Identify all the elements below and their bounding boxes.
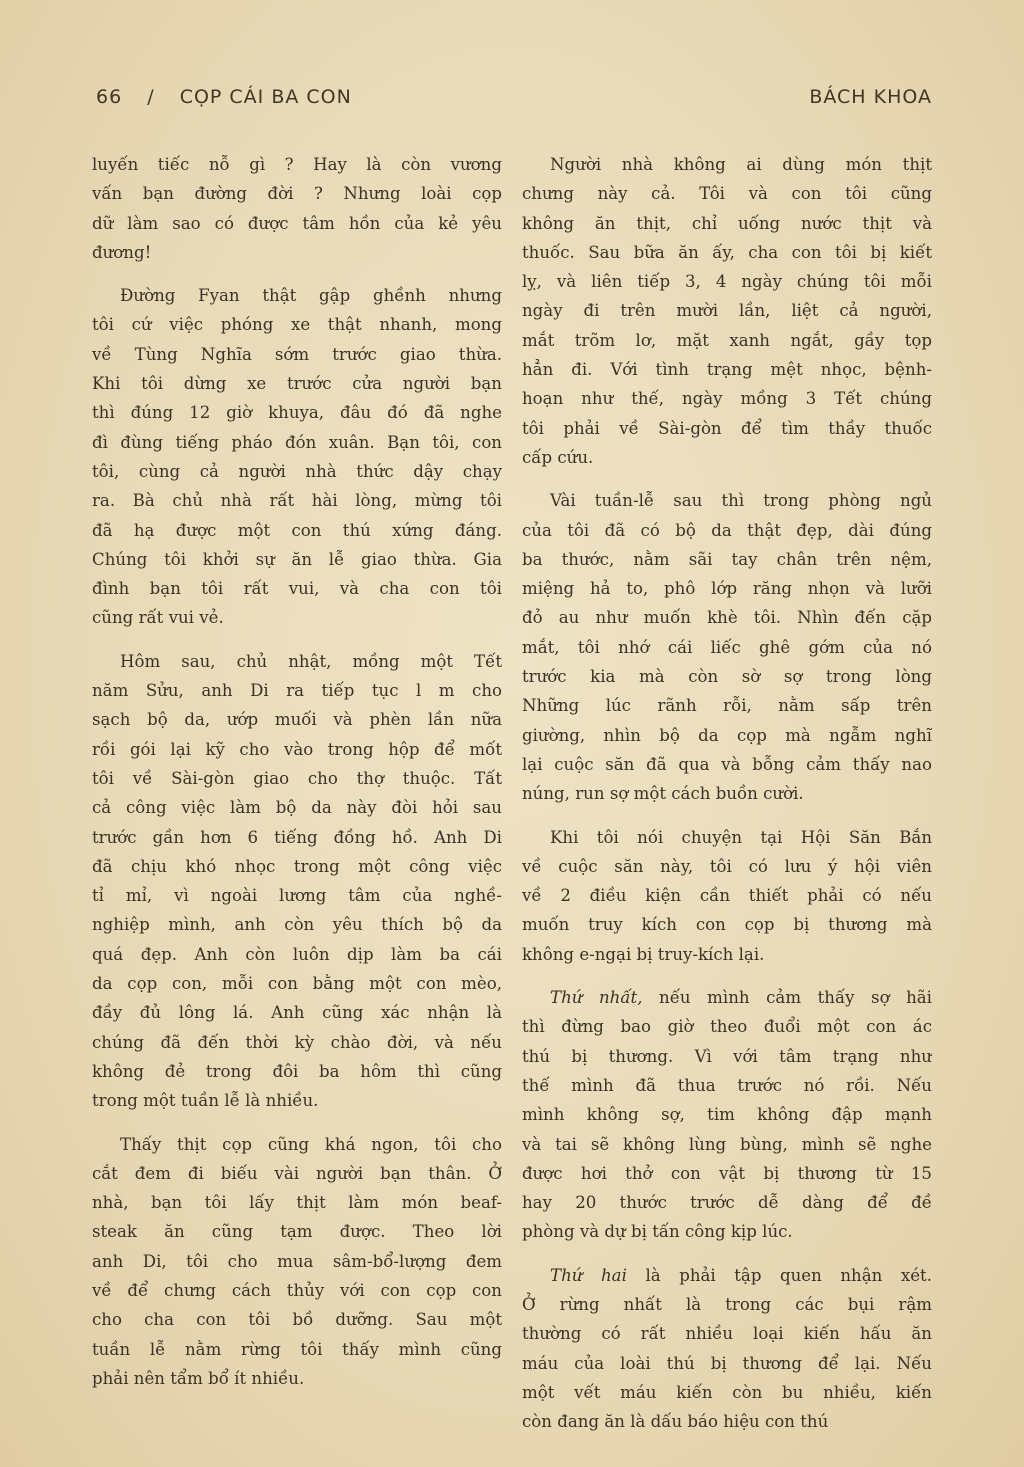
text-line: trước kia mà còn sờ sợ trong lòng xyxy=(522,667,932,687)
text-line: lại cuộc săn đã qua và bỗng cảm thấy nao xyxy=(522,754,932,774)
text-line: mắt, tôi nhớ cái liếc ghê gớm của nó xyxy=(522,637,932,657)
text-line: và tai sẽ không lùng bùng, mình sẽ nghe xyxy=(522,1134,932,1154)
text-line: thế mình đã thua trước nó rồi. Nếu xyxy=(522,1075,932,1095)
right-column xyxy=(522,150,932,1450)
text-line: luyến tiếc nỗ gì ? Hay là còn vương xyxy=(92,155,502,174)
text-line: núng, run sợ một cách buồn cười. xyxy=(522,784,804,804)
text-line: ra. Bà chủ nhà rất hài lòng, mừng tôi xyxy=(92,491,502,511)
text-line: tôi, cùng cả người nhà thức dậy chạy xyxy=(92,461,502,481)
page-header xyxy=(96,86,932,116)
text-line: cho cha con tôi bồ dưỡng. Sau một xyxy=(92,1310,502,1330)
text-line: cắt đem đi biếu vài người bạn thân. Ở xyxy=(92,1163,502,1183)
text-line: cấp cứu. xyxy=(522,447,594,467)
text-line: hay 20 thước trước dễ dàng để đề xyxy=(522,1193,932,1213)
text-line: máu của loài thú bị thương để lại. Nếu xyxy=(522,1353,932,1373)
text-line: thú bị thương. Vì với tâm trạng như xyxy=(522,1046,932,1066)
text-line: phải nên tẩm bổ ít nhiều. xyxy=(92,1368,305,1388)
text-line: chưng này cả. Tôi và con tôi cũng xyxy=(522,184,932,204)
text-line: tôi phải về Sài-gòn để tìm thầy thuốc xyxy=(522,418,932,438)
text-line: đã hạ được một con thú xứng đáng. xyxy=(92,520,502,540)
text-line: không e-ngại bị truy-kích lại. xyxy=(522,944,765,964)
paragraph xyxy=(522,823,932,969)
text-line: năm Sửu, anh Di ra tiếp tục l m cho xyxy=(92,681,502,701)
text-line: quá đẹp. Anh còn luôn dịp làm ba cái xyxy=(92,944,502,964)
left-column xyxy=(92,150,502,1407)
text-line: mắt trõm lơ, mặt xanh ngắt, gầy tọp xyxy=(522,330,932,350)
text-line xyxy=(522,1261,932,1290)
text-line: muốn truy kích con cọp bị thương mà xyxy=(522,915,932,935)
text-line: vấn bạn đường đời ? Nhưng loài cọp xyxy=(92,184,502,204)
header-left xyxy=(96,86,370,108)
text-line: cũng rất vui vẻ. xyxy=(92,608,224,628)
text-line: về cuộc săn này, tôi có lưu ý hội viên xyxy=(522,856,932,876)
text-line: đương! xyxy=(92,242,152,262)
paragraph xyxy=(522,983,932,1247)
paragraph xyxy=(92,150,502,267)
text-line: miệng hả to, phô lớp răng nhọn và lưỡi xyxy=(522,579,932,599)
text-line: về Tùng Nghĩa sớm trước giao thừa. xyxy=(92,344,502,364)
text-line: tuần lễ nằm rừng tôi thấy mình cũng xyxy=(92,1339,502,1359)
text-line: hẳn đi. Với tình trạng mệt nhọc, bệnh- xyxy=(522,360,932,380)
text-line: Khi tôi dừng xe trước cửa người bạn xyxy=(92,374,502,394)
text-line: steak ăn cũng tạm được. Theo lời xyxy=(92,1222,502,1242)
text-line: anh Di, tôi cho mua sâm-bổ-lượng đem xyxy=(92,1251,502,1271)
text-line: Người nhà không ai dùng món thịt xyxy=(550,155,932,174)
text-line: sạch bộ da, ướp muối và phèn lần nữa xyxy=(92,710,502,730)
text-line: rồi gói lại kỹ cho vào trong hộp để mốt xyxy=(92,739,502,759)
text-line: thì đừng bao giờ theo đuổi một con ác xyxy=(522,1017,932,1037)
text-line: đình bạn tôi rất vui, và cha con tôi xyxy=(92,579,502,599)
text-line: về để chưng cách thủy với con cọp con xyxy=(92,1280,502,1300)
paragraph xyxy=(92,281,502,633)
text-line: còn đang ăn là dấu báo hiệu con thú xyxy=(522,1412,829,1432)
text-line: Chúng tôi khởi sự ăn lễ giao thừa. Gia xyxy=(92,549,502,569)
text-line: Khi tôi nói chuyện tại Hội Săn Bắn xyxy=(550,827,932,847)
text-line: đỏ au như muốn khè tôi. Nhìn đến cặp xyxy=(522,608,932,628)
italic-lead: Thứ nhất, xyxy=(550,988,643,1008)
article-title: CỌP CÁI BA CON xyxy=(179,86,352,108)
text-line: nhà, bạn tôi lấy thịt làm món beaf- xyxy=(92,1193,502,1213)
text-line: thường có rất nhiều loại kiến hấu ăn xyxy=(522,1324,932,1344)
italic-lead: Thứ hai xyxy=(550,1265,627,1285)
text-line: đì đùng tiếng pháo đón xuân. Bạn tôi, con xyxy=(92,432,502,452)
text-line: trong một tuần lễ là nhiều. xyxy=(92,1091,319,1111)
text-line: ngày đi trên mười lần, liệt cả người, xyxy=(522,301,932,321)
text-line: dữ làm sao có được tâm hồn của kẻ yêu xyxy=(92,213,502,233)
text-line xyxy=(522,983,932,1012)
text-line: thì đúng 12 giờ khuya, đâu đó đã nghe xyxy=(92,403,502,423)
text-line: tôi về Sài-gòn giao cho thợ thuộc. Tất xyxy=(92,768,502,788)
text-line: đầy đủ lông lá. Anh cũng xác nhận là xyxy=(92,1003,502,1023)
text-line: hoạn như thế, ngày mồng 3 Tết chúng xyxy=(522,389,932,409)
paragraph xyxy=(522,1261,932,1437)
text-line: về 2 điều kiện cần thiết phải có nếu xyxy=(522,886,932,906)
text-line: trước gần hơn 6 tiếng đồng hồ. Anh Di xyxy=(92,827,502,847)
text-line: không đẻ trong đôi ba hôm thì cũng xyxy=(92,1061,502,1081)
text-line: một vết máu kiến còn bu nhiều, kiến xyxy=(522,1382,932,1402)
paragraph xyxy=(92,1130,502,1394)
magazine-name: BÁCH KHOA xyxy=(809,86,932,108)
text-line: tôi cứ việc phóng xe thật nhanh, mong xyxy=(92,315,502,335)
line-text: là phải tập quen nhận xét. xyxy=(626,1265,932,1285)
header-separator: / xyxy=(147,86,155,108)
text-line: nghiệp mình, anh còn yêu thích bộ da xyxy=(92,915,502,935)
text-line: Thấy thịt cọp cũng khá ngon, tôi cho xyxy=(120,1134,502,1154)
text-line: da cọp con, mỗi con bằng một con mèo, xyxy=(92,974,502,994)
text-line: cả công việc làm bộ da này đòi hỏi sau xyxy=(92,798,502,818)
text-line: giường, nhìn bộ da cọp mà ngẫm nghĩ xyxy=(522,725,932,745)
text-line: Đường Fyan thật gập ghềnh nhưng xyxy=(120,286,502,306)
paragraph xyxy=(522,150,932,472)
text-line: phòng và dự bị tấn công kịp lúc. xyxy=(522,1222,793,1242)
text-line: chúng đã đến thời kỳ chào đời, và nếu xyxy=(92,1032,502,1052)
text-line: ba thước, nằm sãi tay chân trên nệm, xyxy=(522,549,932,569)
text-line: Vài tuần-lễ sau thì trong phòng ngủ xyxy=(550,491,932,511)
text-line: lỵ, và liên tiếp 3, 4 ngày chúng tôi mỗi xyxy=(522,272,932,292)
text-line: mình không sợ, tim không đập mạnh xyxy=(522,1105,932,1125)
page-number: 66 xyxy=(96,86,123,108)
text-line: đã chịu khó nhọc trong một công việc xyxy=(92,856,502,876)
line-text: nếu mình cảm thấy sợ hãi xyxy=(642,988,932,1008)
text-line: tỉ mỉ, vì ngoài lương tâm của nghề- xyxy=(92,886,502,906)
text-line: được hơi thở con vật bị thương từ 15 xyxy=(522,1163,932,1183)
text-line: Những lúc rãnh rỗi, nằm sấp trên xyxy=(522,696,932,716)
paragraph xyxy=(522,486,932,808)
text-line: Ở rừng nhất là trong các bụi rậm xyxy=(522,1294,932,1314)
text-line: thuốc. Sau bữa ăn ấy, cha con tôi bị kiết xyxy=(522,242,932,262)
paragraph xyxy=(92,647,502,1116)
text-line: không ăn thịt, chỉ uống nước thịt và xyxy=(522,213,932,233)
text-line: của tôi đã có bộ da thật đẹp, dài đúng xyxy=(522,520,932,540)
text-line: Hôm sau, chủ nhật, mồng một Tết xyxy=(120,651,502,671)
